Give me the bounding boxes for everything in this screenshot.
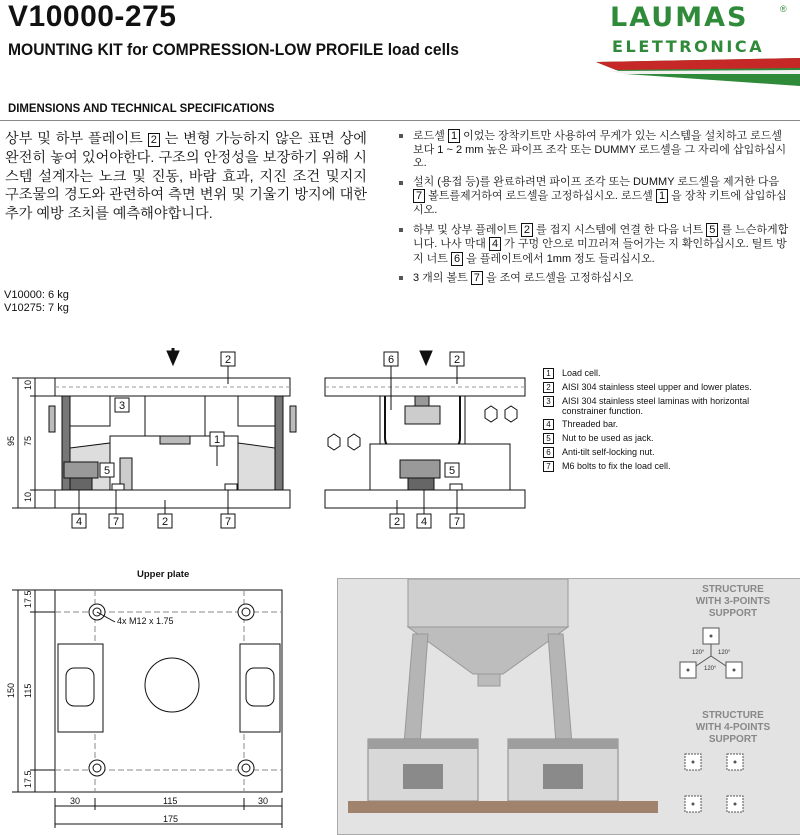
weights-list	[4, 289, 69, 315]
callout-7: 7	[224, 516, 232, 528]
logo-swoosh-icon	[596, 58, 800, 86]
callout-box: 4	[489, 237, 501, 251]
legend-text: AISI 304 stainless steel upper and lower plates.	[562, 382, 752, 392]
label-line: SUPPORT	[708, 734, 758, 745]
label-line: WITH 4-POINTS	[695, 722, 771, 733]
item-text: 을 플레이트에서 1mm 정도 들리십시오.	[463, 252, 655, 265]
legend-text: M6 bolts to fix the load cell.	[562, 461, 671, 471]
callout-2: 2	[161, 516, 169, 528]
legend-text: Threaded bar.	[562, 419, 619, 429]
page-title: V10000-275	[8, 0, 177, 33]
hole-spec-label: 4x M12 x 1.75	[117, 616, 174, 626]
dim-17-5-bottom: 17.5	[23, 770, 33, 788]
legend-number: 2	[543, 382, 554, 393]
upper-plate-drawing	[0, 580, 300, 835]
legend-text: Load cell.	[562, 368, 601, 378]
label-line: SUPPORT	[708, 608, 758, 619]
callout-box: 2	[521, 223, 533, 237]
legend-number: 3	[543, 396, 554, 407]
structure-4-points-label	[673, 710, 793, 746]
item-text: 를 접지 시스템에 연결 한 다음 너트	[532, 223, 707, 236]
dim-10-bottom: 10	[23, 491, 33, 502]
dim-17-5-top: 17.5	[23, 590, 33, 608]
legend-item	[543, 433, 793, 444]
list-item	[398, 176, 793, 218]
legend-number: 1	[543, 368, 554, 379]
label-line: STRUCTURE	[702, 710, 764, 721]
legend-text: Nut to be used as jack.	[562, 433, 654, 443]
callout-2: 2	[453, 354, 461, 366]
label-line: STRUCTURE	[702, 584, 764, 595]
callout-box: 7	[471, 271, 483, 285]
legend-item	[543, 396, 793, 416]
four-point-support-diagram	[683, 752, 748, 816]
brand-logo-sub: ELETTRONICA	[612, 37, 765, 56]
three-point-support-diagram	[678, 626, 788, 694]
callout-box: 6	[451, 252, 463, 266]
dim-95: 95	[6, 435, 16, 446]
item-text: 을 조여 로드셀을 고정하십시오	[482, 272, 634, 285]
item-text: 설치 (용접 등)를 완료하려면 파이프 조각 또는 DUMMY 로드셀을 제거한 다음	[413, 175, 780, 188]
item-text: 볼트를제거하여 로드셀을 고정하십시오. 로드셀	[425, 190, 656, 203]
legend-item	[543, 419, 793, 430]
dim-30-right: 30	[258, 796, 269, 806]
intro-paragraph	[5, 130, 367, 224]
side-view-drawing	[320, 348, 530, 533]
callout-7: 7	[112, 516, 120, 528]
callout-5: 5	[103, 465, 111, 477]
label-line: WITH 3-POINTS	[695, 596, 771, 607]
item-text: 3 개의 볼트	[413, 272, 471, 285]
callout-box: 7	[413, 189, 425, 203]
list-item	[398, 223, 793, 267]
list-item	[398, 271, 793, 286]
dim-115-v: 115	[23, 683, 33, 698]
dim-115-h: 115	[163, 796, 178, 806]
dim-30-left: 30	[70, 796, 81, 806]
item-text: 를 느슨하게합니다. 나사 막대	[413, 223, 789, 251]
callout-4: 4	[420, 516, 428, 528]
silo-illustration	[338, 579, 668, 833]
callout-6: 6	[387, 354, 395, 366]
dim-75: 75	[23, 435, 33, 446]
item-text: 로드셀	[413, 130, 448, 142]
legend-number: 5	[543, 433, 554, 444]
legend-item	[543, 382, 793, 393]
dim-175: 175	[163, 814, 179, 824]
structure-3-points-label	[673, 584, 793, 620]
legend-text: Anti-tilt self-locking nut.	[562, 447, 655, 457]
section-divider	[0, 120, 800, 121]
angle-label: 120°	[692, 650, 705, 656]
page-subtitle: MOUNTING KIT for COMPRESSION-LOW PROFILE load cells	[8, 40, 459, 59]
item-text: 하부 및 상부 플레이트	[413, 223, 521, 236]
callout-5: 5	[448, 465, 456, 477]
registered-mark: ®	[780, 4, 787, 14]
legend-number: 6	[543, 447, 554, 458]
callout-2: 2	[393, 516, 401, 528]
callout-3: 3	[118, 400, 126, 412]
upper-plate-title: Upper plate	[137, 569, 190, 580]
callout-2: 2	[224, 354, 232, 366]
callout-7: 7	[453, 516, 461, 528]
list-item	[398, 129, 793, 171]
instruction-list	[398, 129, 793, 291]
front-view-drawing	[0, 348, 300, 533]
angle-label: 120°	[718, 650, 731, 656]
angle-label: 120°	[704, 666, 717, 672]
weight-v10000: V10000: 6 kg	[4, 289, 69, 301]
callout-box: 2	[148, 133, 160, 147]
legend-item	[543, 461, 793, 472]
dim-150: 150	[6, 682, 16, 698]
weight-v10275: V10275: 7 kg	[4, 302, 69, 314]
callout-4: 4	[75, 516, 83, 528]
legend-number: 4	[543, 419, 554, 430]
callout-box: 5	[706, 223, 718, 237]
item-text: 을 장착 키트에 삽입하십시오.	[413, 190, 787, 216]
item-text: 가 구멍 안으로 미끄러져 들어가는 지 확인하십시오. 틸트 방지 너트	[413, 238, 787, 265]
parts-legend	[543, 368, 793, 475]
legend-item	[543, 447, 793, 458]
paragraph-text: 상부 및 하부 플레이트	[5, 131, 148, 147]
callout-box: 1	[656, 189, 668, 203]
paragraph-text: 는 변형 가능하지 않은 표면 상에 완전히 놓여 있어야한다. 구조의 안정성을 보장하기 위해 시스템 설계자는 노크 및 진동, 바람 효과, 지진 조건 및지지 구조물의 경도와 관련하여 측면 변위 및 기울기 방지에 대한 추가 예방 조치를 예측해야합니다.	[5, 131, 367, 223]
brand-logo: LAUMAS	[610, 2, 749, 33]
callout-1: 1	[213, 434, 221, 446]
callout-box: 1	[448, 129, 460, 143]
legend-text: AISI 304 stainless steel laminas with horizontal constrainer function.	[562, 396, 750, 416]
dim-10-top: 10	[23, 379, 33, 390]
item-text: 이었는 장착키트만 사용하여 무게가 있는 시스템을 설치하고 로드셀 보다 1 ~ 2 mm 높은 파이프 조각 또는 DUMMY 로드셀을 그 자리에 삽입하십시오.	[413, 130, 787, 170]
section-title: DIMENSIONS AND TECHNICAL SPECIFICATIONS	[8, 101, 275, 115]
legend-item	[543, 368, 793, 379]
legend-number: 7	[543, 461, 554, 472]
